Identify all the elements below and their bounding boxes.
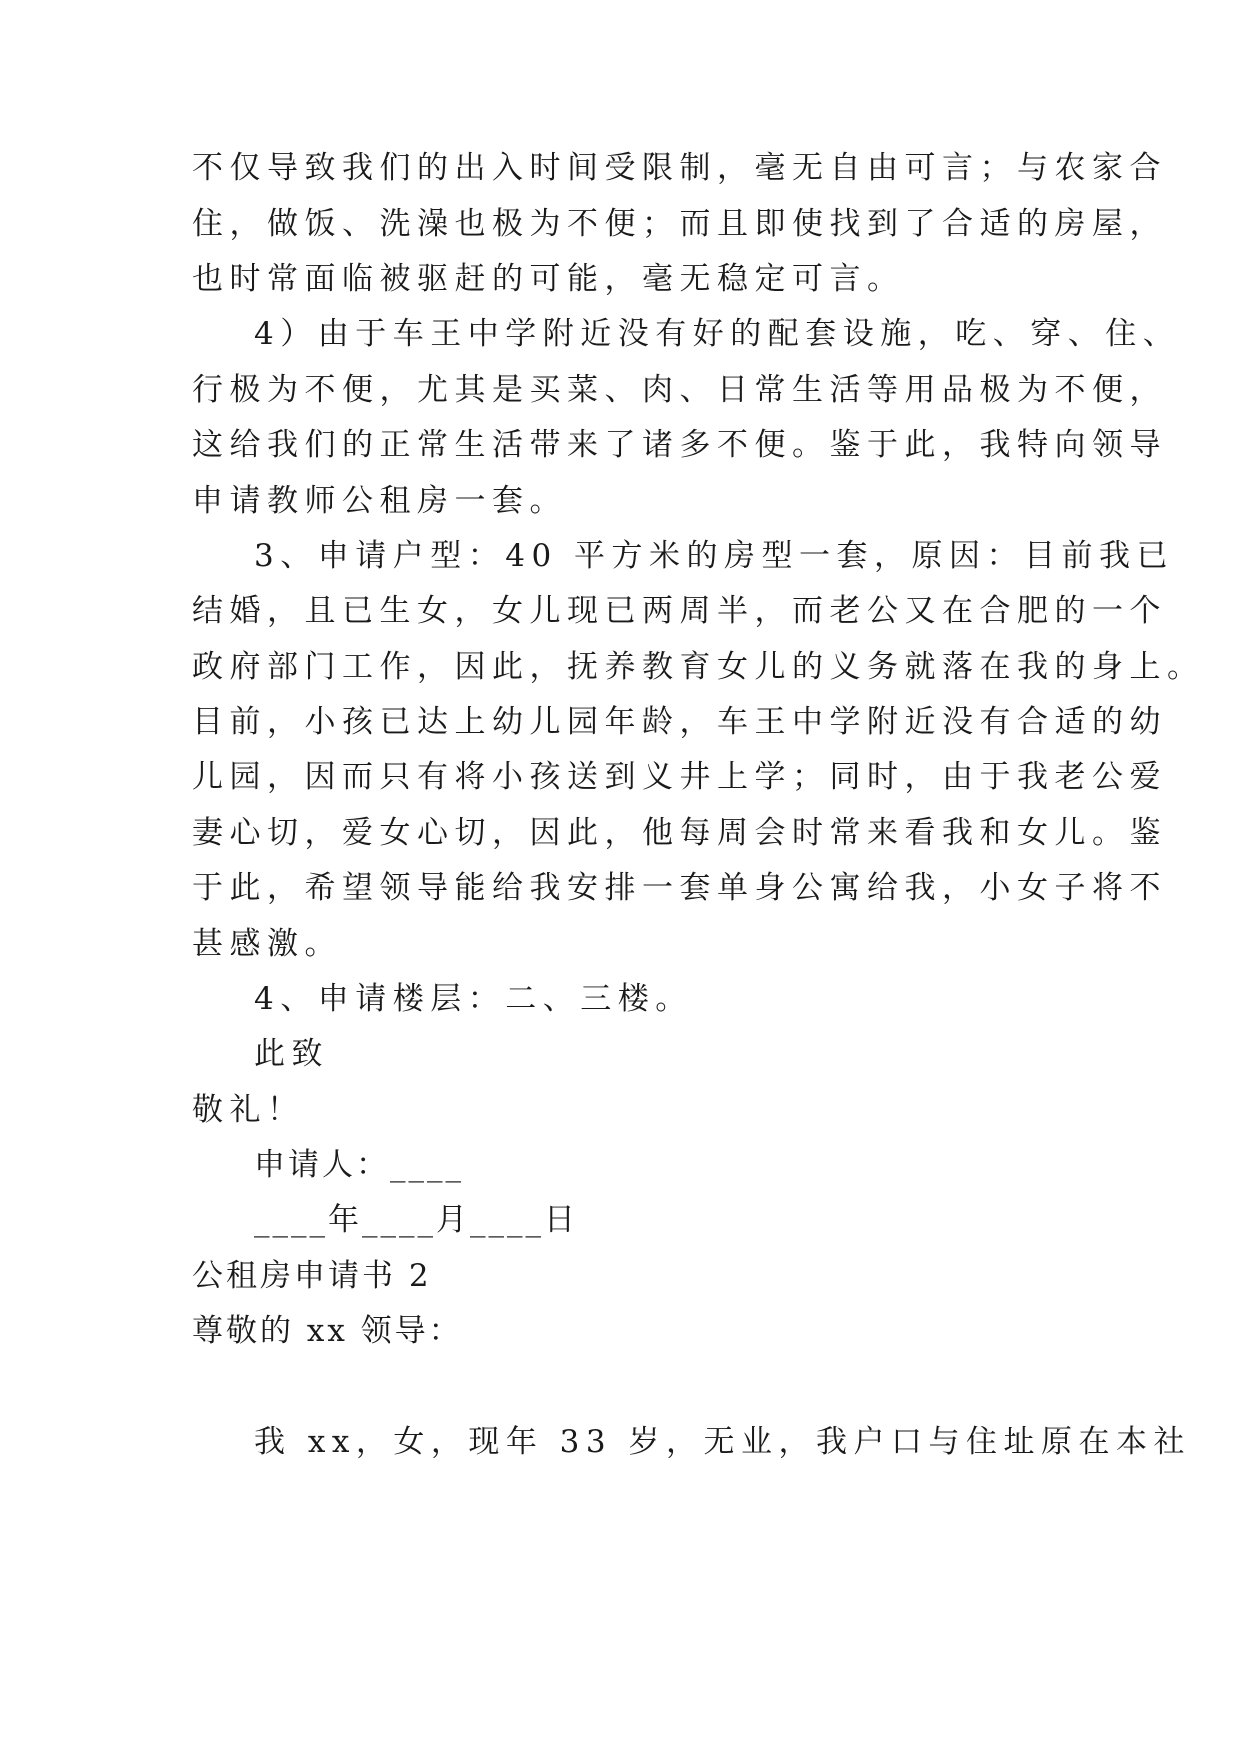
body-text-line: 行极为不便，尤其是买菜、肉、日常生活等用品极为不便， (192, 372, 1167, 408)
body-text-line: 4）由于车王中学附近没有好的配套设施，吃、穿、住、 (254, 316, 1181, 352)
body-text-line: 这给我们的正常生活带来了诸多不便。鉴于此，我特向领导 (192, 427, 1167, 463)
body-text-line: 于此，希望领导能给我安排一套单身公寓给我，小女子将不 (192, 870, 1167, 906)
body-text-line: 结婚，且已生女，女儿现已两周半，而老公又在合肥的一个 (192, 593, 1167, 629)
applicant-signature-line: 申请人：____ (254, 1147, 464, 1183)
body-text-line: 住，做饭、洗澡也极为不便；而且即使找到了合适的房屋， (192, 206, 1167, 242)
body-text-line: 3、申请户型：40 平方米的房型一套，原因：目前我已 (254, 538, 1175, 574)
body-text-line: 目前，小孩已达上幼儿园年龄，车王中学附近没有合适的幼 (192, 704, 1167, 740)
body-text-line: 4、申请楼层：二、三楼。 (254, 981, 693, 1017)
salutation: 敬礼！ (192, 1092, 305, 1128)
date-line: ____年____月____日 (254, 1202, 578, 1238)
letter-greeting: 尊敬的 xx 领导： (192, 1313, 463, 1349)
body-text-line: 妻心切，爱女心切，因此，他每周会时常来看我和女儿。鉴 (192, 815, 1167, 851)
body-text-line: 政府部门工作，因此，抚养教育女儿的义务就落在我的身上。 (192, 649, 1205, 685)
section-heading: 公租房申请书 2 (192, 1258, 432, 1294)
body-text-line: 申请教师公租房一套。 (192, 483, 567, 519)
body-text-line: 我 xx，女，现年 33 岁，无业，我户口与住址原在本社 (254, 1424, 1191, 1460)
closing-phrase: 此致 (254, 1036, 329, 1072)
body-text-line: 儿园，因而只有将小孩送到义井上学；同时，由于我老公爱 (192, 759, 1167, 795)
body-text-line: 不仅导致我们的出入时间受限制，毫无自由可言；与农家合 (192, 150, 1167, 186)
body-text-line: 甚感激。 (192, 926, 342, 962)
body-text-line: 也时常面临被驱赶的可能，毫无稳定可言。 (192, 261, 905, 297)
